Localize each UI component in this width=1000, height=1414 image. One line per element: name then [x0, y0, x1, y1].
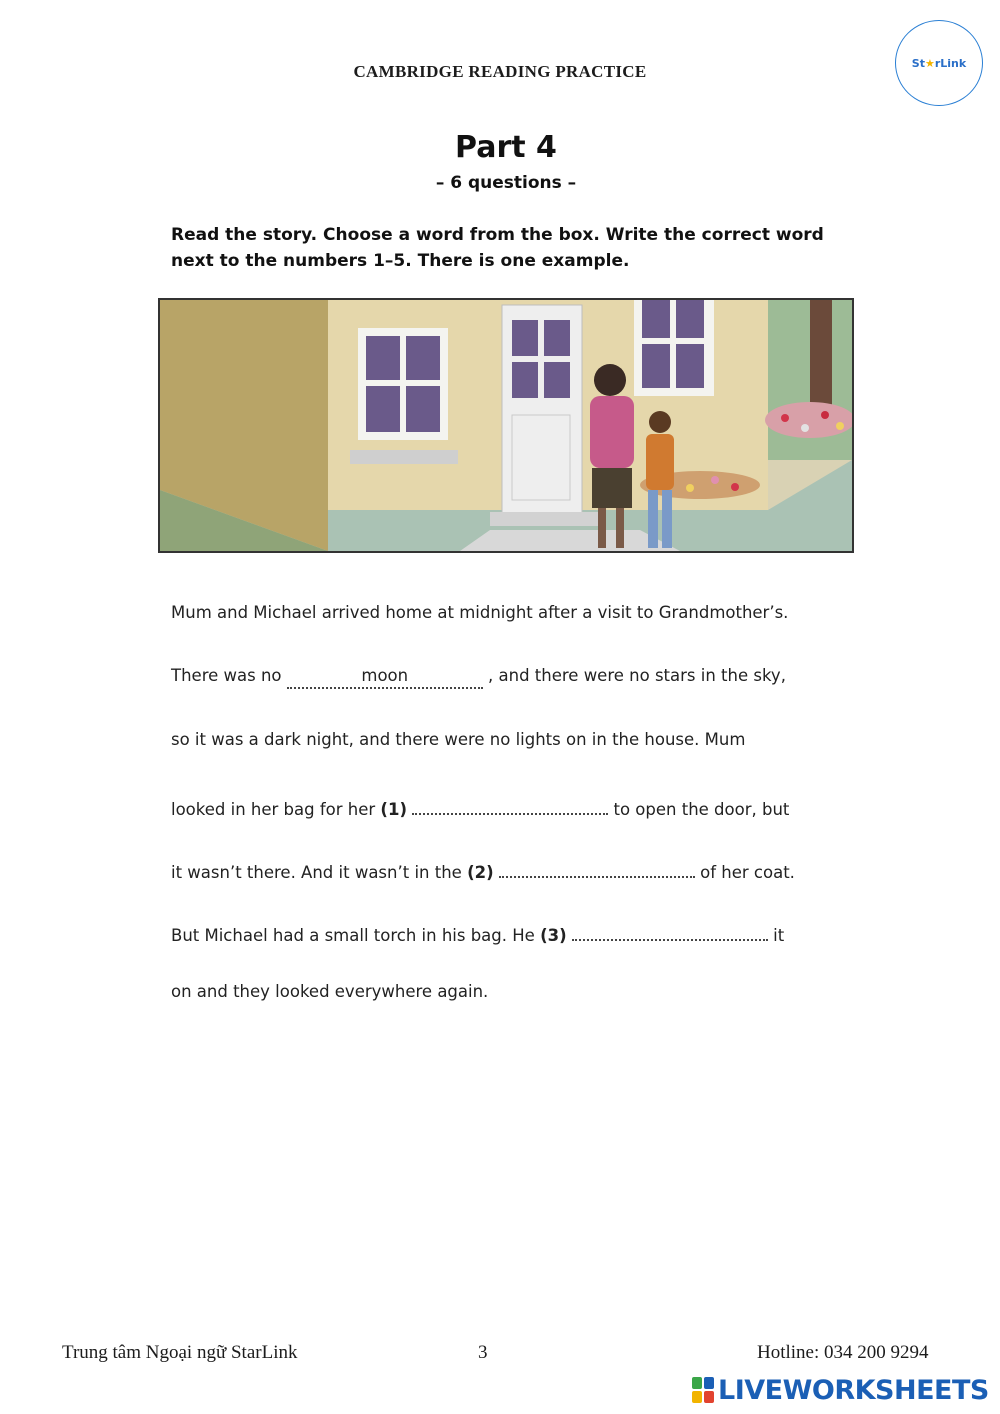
story-line-4-start: looked in her bag for her: [171, 800, 376, 819]
example-answer-blank: moon: [287, 667, 483, 689]
story-line-4-end: to open the door, but: [613, 800, 790, 819]
part-title: Part 4: [455, 130, 557, 165]
story-line-3: so it was a dark night, and there were no lights on in the house. Mum: [171, 730, 746, 749]
star-icon: ★: [924, 56, 935, 70]
question-3-blank[interactable]: [572, 919, 768, 941]
story-line-6-end: it: [773, 926, 785, 945]
question-2-label: (2): [467, 863, 494, 882]
story-line-2: [171, 666, 786, 689]
story-line-5: [171, 856, 795, 882]
starlink-logo: [895, 20, 983, 106]
house-scene-image: [160, 300, 852, 551]
story-line-7: on and they looked everywhere again.: [171, 982, 489, 1001]
story-line-1: Mum and Michael arrived home at midnight after a visit to Grandmother’s.: [171, 603, 789, 622]
question-1-blank[interactable]: [412, 793, 608, 815]
logo-text-prefix: St: [911, 56, 925, 70]
footer-hotline: Hotline: 034 200 9294: [757, 1342, 929, 1363]
liveworksheets-wordmark: LIVEWORKSHEETS: [718, 1374, 989, 1406]
story-illustration: [158, 298, 854, 553]
question-1-label: (1): [380, 800, 407, 819]
page-header-title: CAMBRIDGE READING PRACTICE: [353, 62, 647, 81]
story-line-5-start: it wasn’t there. And it wasn’t in the: [171, 863, 462, 882]
liveworksheets-logo-icon: [692, 1377, 714, 1403]
footer-page-number: 3: [478, 1342, 488, 1363]
liveworksheets-brand: [692, 1374, 989, 1406]
story-line-4: [171, 793, 789, 819]
story-line-2-start: There was no: [171, 666, 282, 685]
instructions: Read the story. Choose a word from the box. Write the correct word next to the numbers 1–5. There is one example.: [171, 225, 824, 271]
story-line-2-end: , and there were no stars in the sky,: [488, 666, 786, 685]
question-3-label: (3): [540, 926, 567, 945]
story-line-6-start: But Michael had a small torch in his bag. He: [171, 926, 535, 945]
footer-center-name: Trung tâm Ngoại ngữ StarLink: [62, 1342, 298, 1363]
part-subtitle: – 6 questions –: [435, 173, 577, 193]
question-2-blank[interactable]: [499, 856, 695, 878]
story-line-5-end: of her coat.: [700, 863, 795, 882]
logo-text-suffix: rLink: [934, 56, 967, 70]
story-line-6: [171, 919, 784, 945]
